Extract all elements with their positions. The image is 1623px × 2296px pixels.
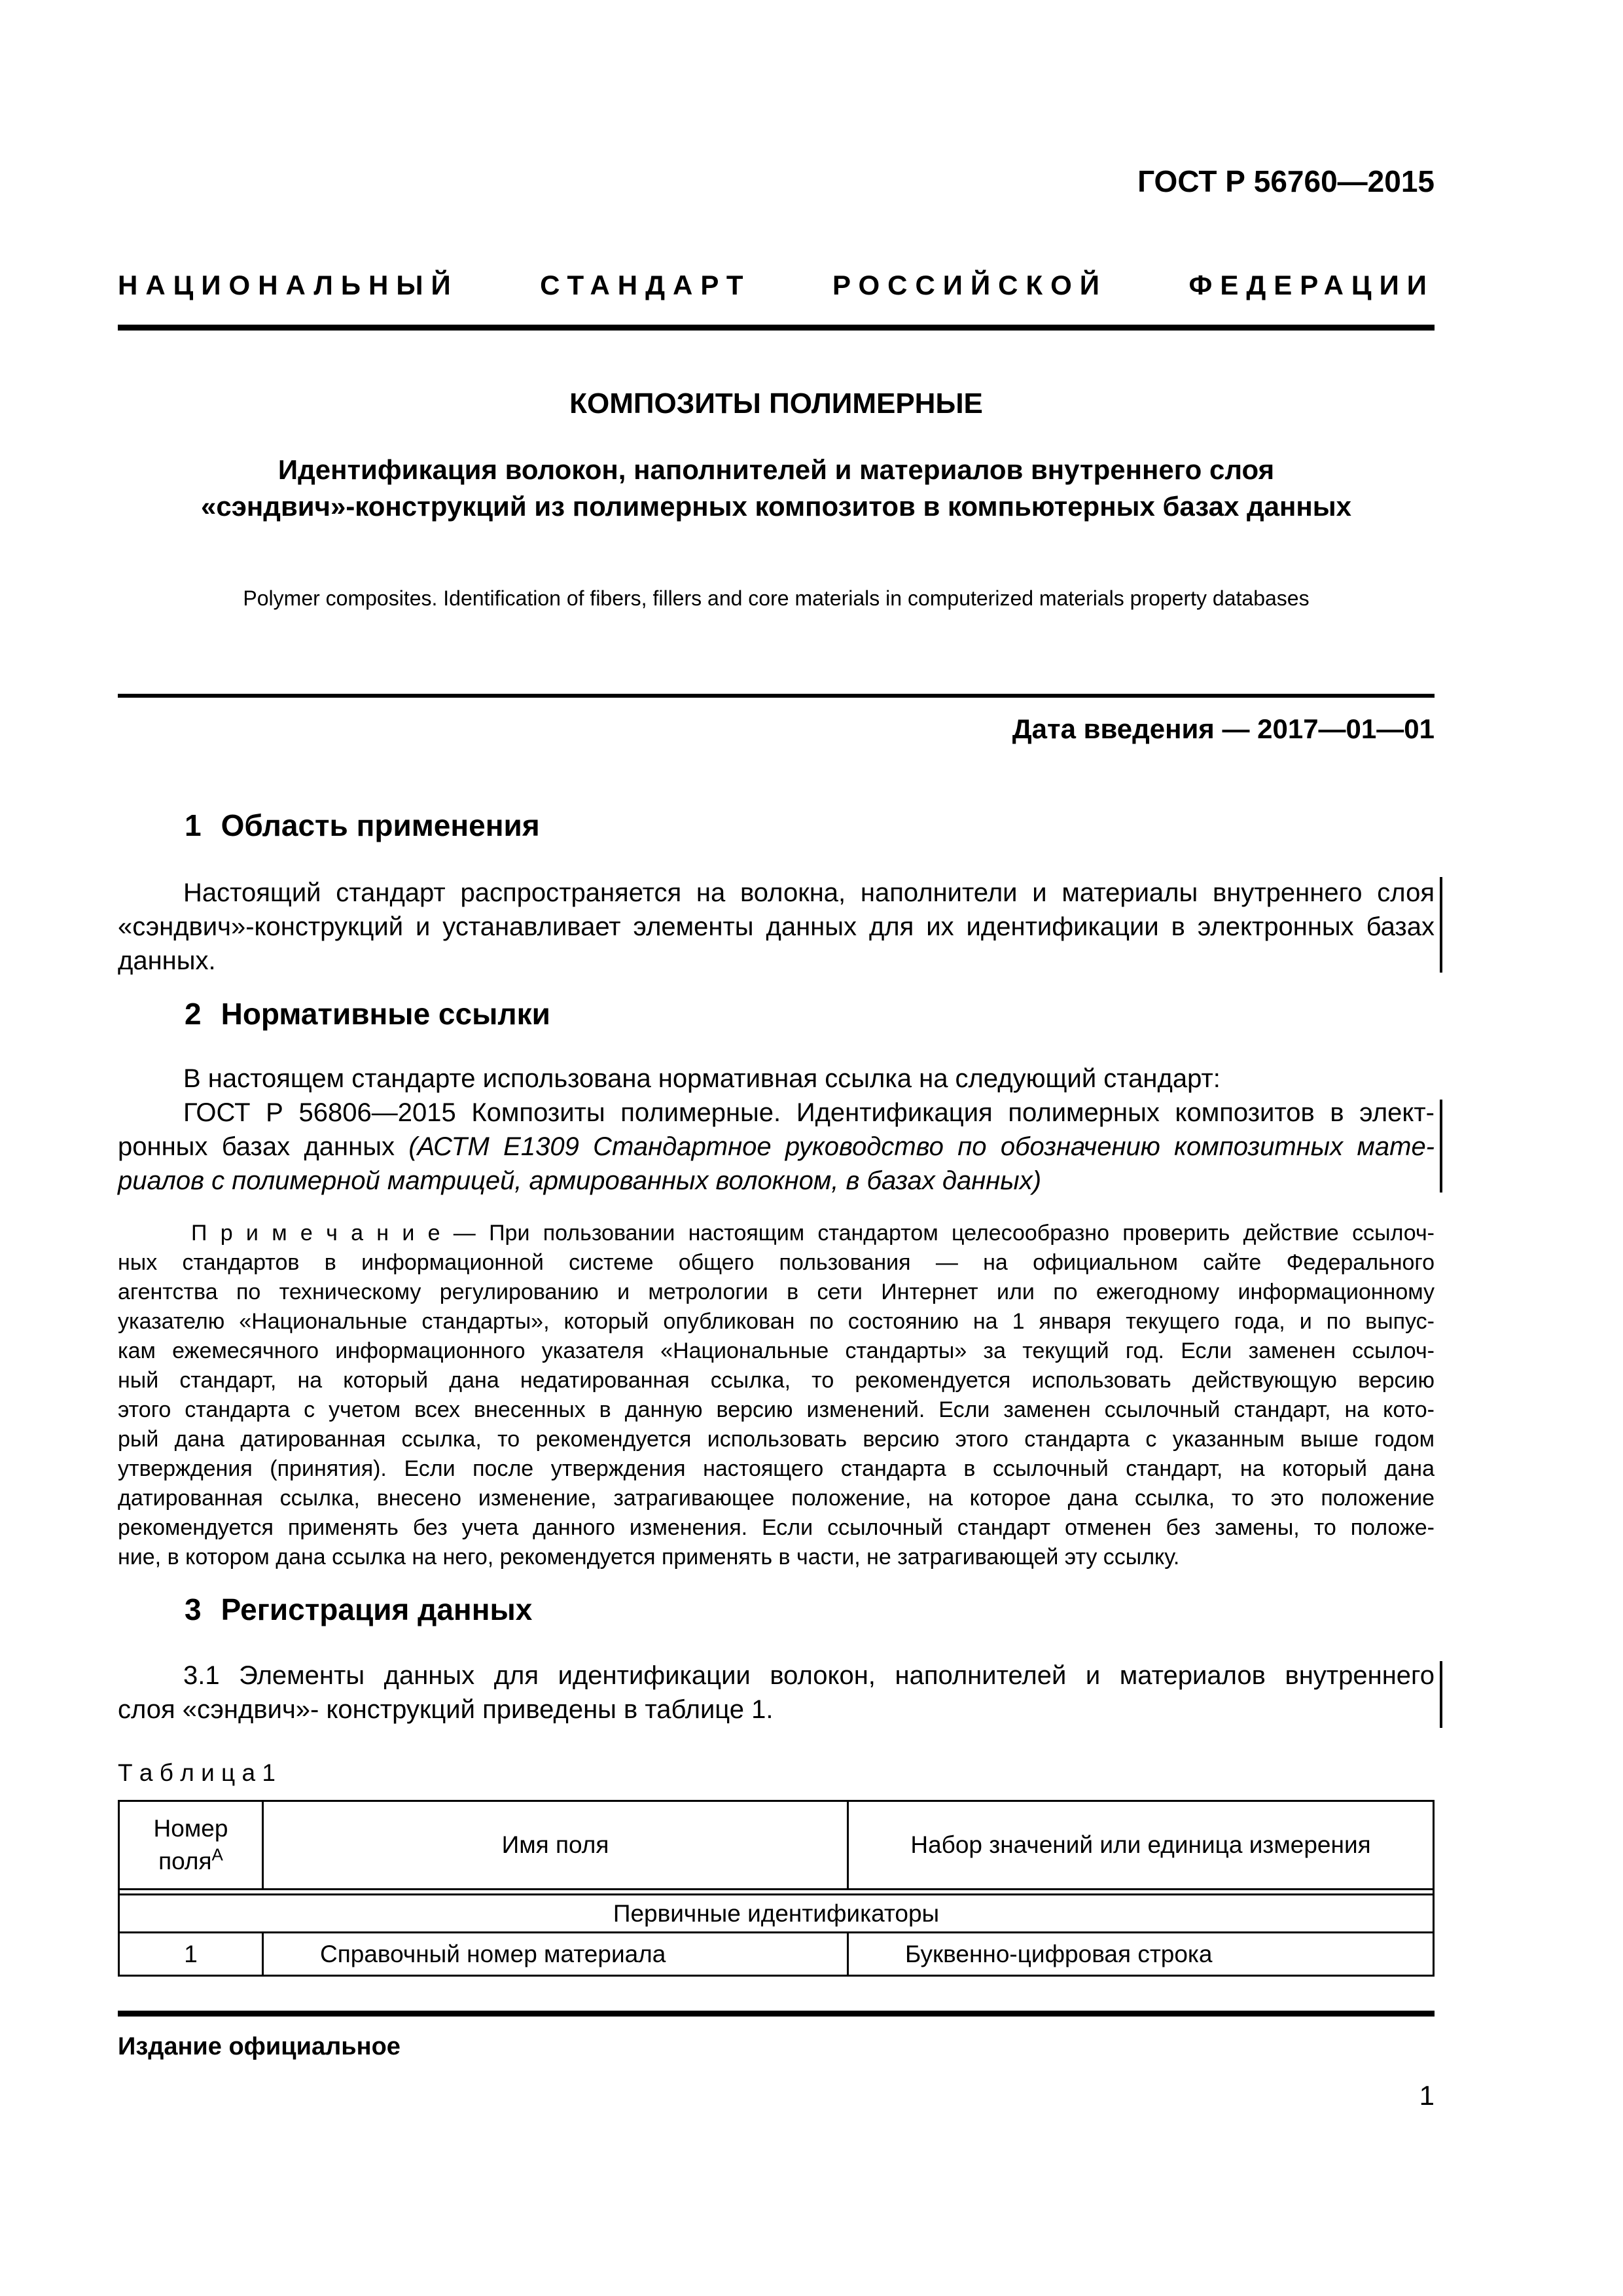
cell-field-name: Справочный номер материала xyxy=(262,1933,847,1975)
section-2-note xyxy=(118,1219,1435,1572)
table-header-row xyxy=(120,1802,1433,1888)
section-1-paragraph xyxy=(118,876,1435,978)
col-header-field-number xyxy=(120,1802,262,1888)
text-line: ных стандартов в информационной системе общего пользования — на официальном сайте Федерального xyxy=(118,1250,1435,1275)
footnote-marker: А xyxy=(211,1844,223,1865)
change-bar xyxy=(1440,877,1442,973)
footer-rule xyxy=(118,2011,1435,2017)
table-group-row: Первичные идентификаторы xyxy=(120,1895,1433,1933)
text-line: рый дана датированная ссылка, то рекомендуется использовать версию этого стандарта с указанным выше годом xyxy=(118,1427,1435,1452)
text-line: кам ежемесячного информационного указателя «Национальные стандарты» за текущий год. Если заменен ссылоч- xyxy=(118,1338,1435,1363)
table-row xyxy=(120,1933,1433,1975)
text-line: указателю «Национальные стандарты», который опубликован по состоянию на 1 января текущего года, и по выпус- xyxy=(118,1309,1435,1334)
text-line: ние, в котором дана ссылка на него, рекомендуется применять в части, не затрагивающей эту ссылку. xyxy=(118,1545,1180,1570)
federation-title: НАЦИОНАЛЬНЫЙ СТАНДАРТ РОССИЙСКОЙ ФЕДЕРАЦИИ xyxy=(118,270,1435,300)
col-header-line: поля$^А$ xyxy=(158,1844,223,1874)
subtitle-line: «сэндвич»-конструкций из полимерных композитов в компьютерных базах данных xyxy=(201,491,1351,522)
text-line: Настоящий стандарт распространяется на волокна, наполнители и материалы внутреннего слоя xyxy=(183,878,1435,907)
table-double-separator xyxy=(120,1888,1433,1895)
date-rule xyxy=(118,694,1435,698)
change-bar xyxy=(1440,1100,1442,1193)
section-2-intro-paragraph xyxy=(118,1062,1435,1096)
effective-date: Дата введения — 2017—01—01 xyxy=(1012,713,1435,744)
text-line: этого стандарта с учетом всех внесенных в данную версию изменений. Если заменен ссылочный стандарт, на кото- xyxy=(118,1397,1435,1422)
text-line: слоя «сэндвич»- конструкций приведены в таблице 1. xyxy=(118,1695,774,1724)
text-line: «сэндвич»-конструкций и устанавливает элементы данных для их идентификации в электронных базах xyxy=(118,912,1435,941)
text-line: В настоящем стандарте использована нормативная ссылка на следующий стандарт: xyxy=(183,1064,1221,1093)
text-line: данных. xyxy=(118,946,216,975)
section-number: 2 xyxy=(185,997,202,1031)
col-header-line: Номер xyxy=(153,1815,228,1842)
section-2-reference-paragraph xyxy=(118,1096,1435,1198)
text-line: 3.1 Элементы данных для идентификации волокон, наполнителей и материалов внутреннего xyxy=(183,1661,1435,1690)
table-1 xyxy=(118,1800,1435,1977)
text-line: ронных базах данных (АСТМ Е1309 Стандартное руководство по обозначению композитных мате- xyxy=(118,1132,1435,1161)
section-title: Область применения xyxy=(221,808,540,842)
section-number: 3 xyxy=(185,1592,202,1626)
table-label: Т а б л и ц а 1 xyxy=(118,1759,276,1786)
section-3-heading xyxy=(118,1592,1435,1627)
text-line: утверждения (принятия). Если после утверждения настоящего стандарта в ссылочный стандарт, на который дана xyxy=(118,1456,1435,1481)
section-title: Регистрация данных xyxy=(221,1592,533,1626)
text-line: риалов с полимерной матрицей, армированных волокном, в базах данных) xyxy=(118,1166,1042,1195)
doc-code: ГОСТ Р 56760—2015 xyxy=(1137,164,1435,198)
section-number: 1 xyxy=(185,808,202,842)
change-bar xyxy=(1440,1661,1442,1728)
text-line: ный стандарт, на который дана недатированная ссылка, то рекомендуется использовать действующую версию xyxy=(118,1368,1435,1393)
document-subtitle xyxy=(118,452,1435,525)
header-rule xyxy=(118,325,1435,331)
section-2-heading xyxy=(118,996,1435,1031)
text-line: П р и м е ч а н и е — При пользовании настоящим стандартом целесообразно проверить действие ссылоч- xyxy=(191,1221,1435,1246)
cell-value-set: Буквенно-цифровая строка xyxy=(847,1933,1433,1975)
section-title: Нормативные ссылки xyxy=(221,997,550,1031)
text-line: датированная ссылка, внесено изменение, затрагивающее положение, на которое дана ссылка, то это положение xyxy=(118,1486,1435,1511)
col-header-value-set: Набор значений или единица измерения xyxy=(847,1802,1433,1888)
text-line: агентства по техническому регулированию и метрологии в сети Интернет или по ежегодному информационному xyxy=(118,1280,1435,1304)
subtitle-line: Идентификация волокон, наполнителей и материалов внутреннего слоя xyxy=(277,454,1275,485)
document-subtitle-en: Polymer composites. Identification of fibers, fillers and core materials in computerized materials property databases xyxy=(243,586,1310,610)
document-title: КОМПОЗИТЫ ПОЛИМЕРНЫЕ xyxy=(569,387,983,420)
col-header-field-name: Имя поля xyxy=(262,1802,847,1888)
text-line: ГОСТ Р 56806—2015 Композиты полимерные. Идентификация полимерных композитов в элект- xyxy=(183,1098,1435,1127)
imprint-note: Издание официальное xyxy=(118,2033,401,2060)
cell-field-number: 1 xyxy=(184,1940,198,1967)
page-number: 1 xyxy=(1419,2080,1435,2111)
section-3-paragraph xyxy=(118,1659,1435,1727)
section-1-heading xyxy=(118,808,1435,843)
text-line: рекомендуется применять без учета данного изменения. Если ссылочный стандарт отменен без замены, то положе- xyxy=(118,1515,1435,1540)
